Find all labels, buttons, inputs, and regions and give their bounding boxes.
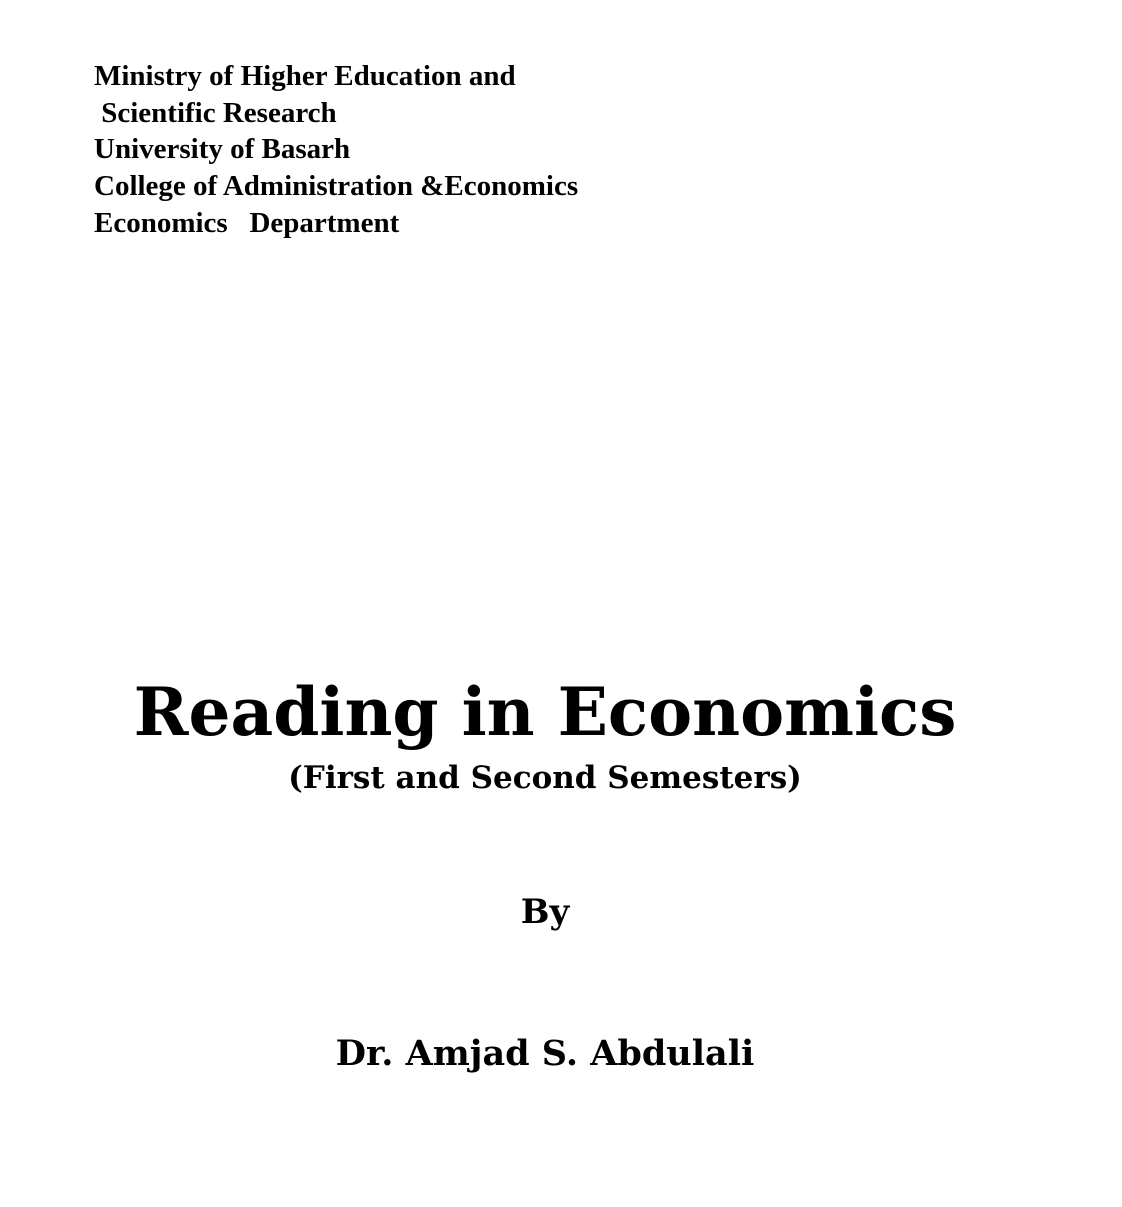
college-line: College of Administration &Economics bbox=[94, 170, 579, 203]
document-subtitle: (First and Second Semesters) bbox=[288, 760, 802, 796]
university-line: University of Basarh bbox=[94, 133, 351, 166]
department-line: Economics Department bbox=[94, 206, 400, 239]
document-title: Reading in Economics bbox=[133, 673, 957, 751]
ministry-line: Ministry of Higher Education and bbox=[94, 60, 516, 92]
by-label: By bbox=[520, 892, 570, 932]
institution-header bbox=[94, 58, 578, 242]
author-name: Dr. Amjad S. Abdulali bbox=[335, 1033, 755, 1074]
research-line: Scientific Research bbox=[94, 96, 337, 129]
